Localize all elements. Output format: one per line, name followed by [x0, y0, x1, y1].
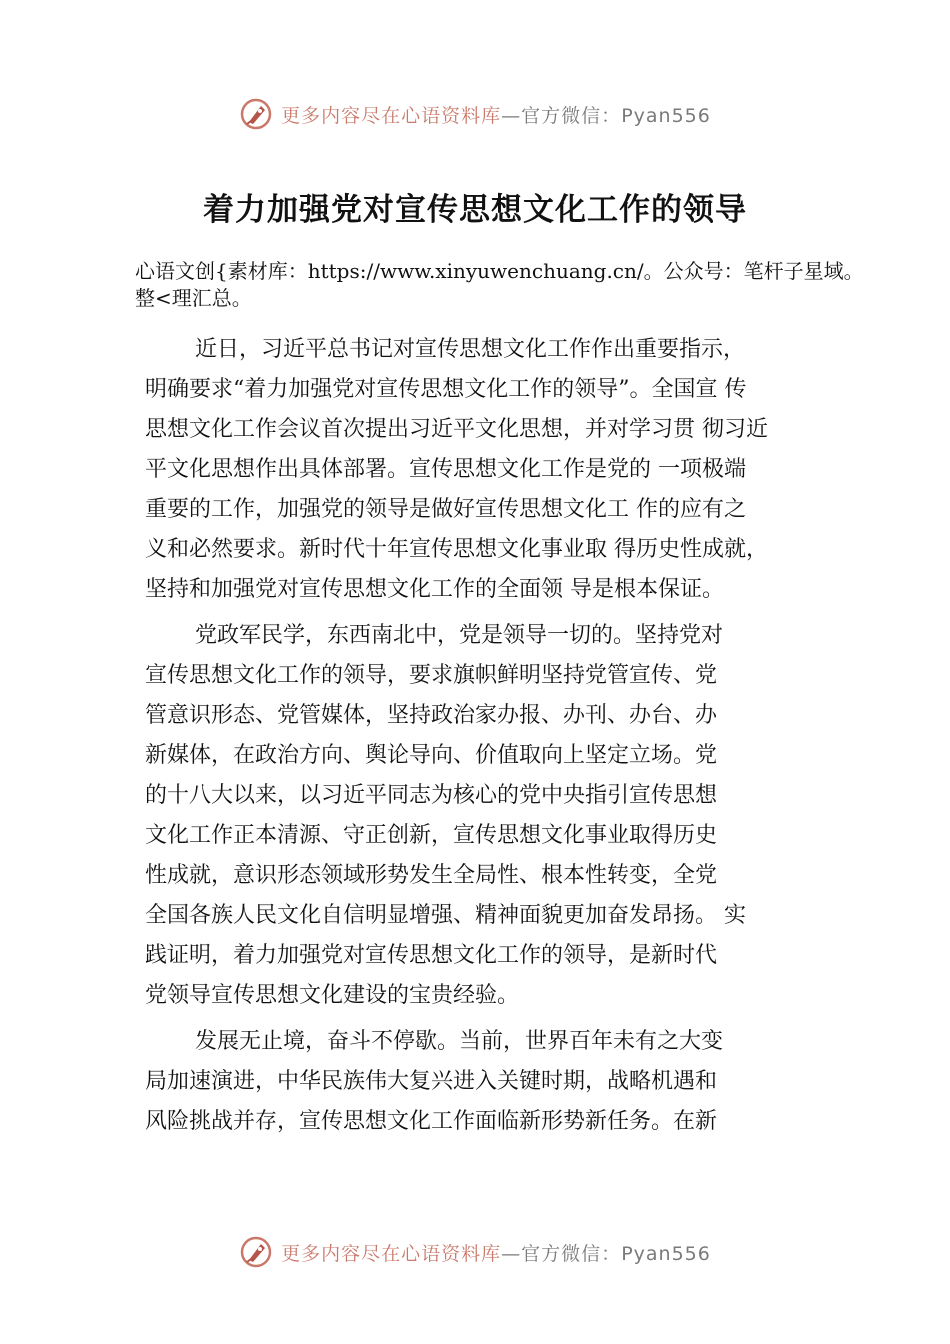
text-line: 党领导宣传思想文化建设的宝贵经验。 — [145, 983, 520, 1008]
text-line: 管意识形态、党管媒体，坚持政治家办报、办刊、办台、办 — [145, 703, 718, 728]
text-line: 文化工作正本清源、守正创新，宣传思想文化事业取得历史 — [145, 823, 718, 848]
pen-nib-logo-icon — [239, 1235, 273, 1269]
text-line: 局加速演进，中华民族伟大复兴进入关键时期，战略机遇和 — [145, 1069, 718, 1094]
banner-separator: — — [501, 1242, 522, 1265]
document-body — [145, 330, 835, 1148]
text-line: 全国各族人民文化自信明显增强、精神面貌更加奋发昂扬。 实 — [145, 903, 746, 928]
banner-wechat-id: Pyan556 — [621, 1242, 711, 1265]
text-line: 思想文化工作会议首次提出习近平文化思想，并对学习贯 彻习近 — [145, 417, 768, 442]
text-line: 党政军民学，东西南北中，党是领导一切的。坚持党对 — [195, 623, 724, 648]
text-line: 践证明，着力加强党对宣传思想文化工作的领导，是新时代 — [145, 943, 718, 968]
paragraph-1 — [145, 330, 835, 610]
pen-nib-logo-icon — [239, 97, 273, 131]
text-line: 发展无止境，奋斗不停歇。当前，世界百年未有之大变 — [195, 1029, 724, 1054]
text-line: 性成就，意识形态领域形势发生全局性、根本性转变，全党 — [145, 863, 718, 888]
paragraph-2 — [145, 616, 835, 1016]
banner-slogan: 更多内容尽在心语资料库 — [281, 1242, 502, 1265]
banner-wechat-label: 官方微信： — [521, 104, 622, 127]
text-line: 重要的工作，加强党的领导是做好宣传思想文化工 作的应有之 — [145, 497, 746, 522]
document-title: 着力加强党对宣传思想文化工作的领导 — [203, 192, 747, 228]
text-line: 风险挑战并存，宣传思想文化工作面临新形势新任务。在新 — [145, 1109, 718, 1134]
text-line: 平文化思想作出具体部署。宣传思想文化工作是党的 一项极端 — [145, 457, 746, 482]
banner-separator: — — [501, 104, 522, 127]
text-line: 坚持和加强党对宣传思想文化工作的全面领 导是根本保证。 — [145, 577, 724, 602]
banner-slogan: 更多内容尽在心语资料库 — [281, 104, 502, 127]
source-line: 心语文创{素材库：https://www.xinyuwenchuang.cn/。公众号：笔杆子星域。整<理汇总。 — [135, 259, 864, 310]
text-line: 新媒体，在政治方向、舆论导向、价值取向上坚定立场。党 — [145, 743, 718, 768]
banner-text — [281, 101, 711, 128]
text-line: 的十八大以来，以习近平同志为核心的党中央指引宣传思想 — [145, 783, 718, 808]
text-line: 明确要求“着力加强党对宣传思想文化工作的领导”。全国宣 传 — [145, 377, 747, 402]
text-line: 宣传思想文化工作的领导，要求旗帜鲜明坚持党管宣传、党 — [145, 663, 718, 688]
header-banner — [0, 92, 950, 136]
banner-wechat-label: 官方微信： — [521, 1242, 622, 1265]
banner-wechat-id: Pyan556 — [621, 104, 711, 127]
text-line: 近日，习近平总书记对宣传思想文化工作作出重要指示， — [195, 337, 746, 362]
text-line: 义和必然要求。新时代十年宣传思想文化事业取 得历史性成就， — [145, 537, 768, 562]
footer-banner — [0, 1230, 950, 1274]
banner-text — [281, 1239, 711, 1266]
paragraph-3 — [145, 1022, 835, 1142]
